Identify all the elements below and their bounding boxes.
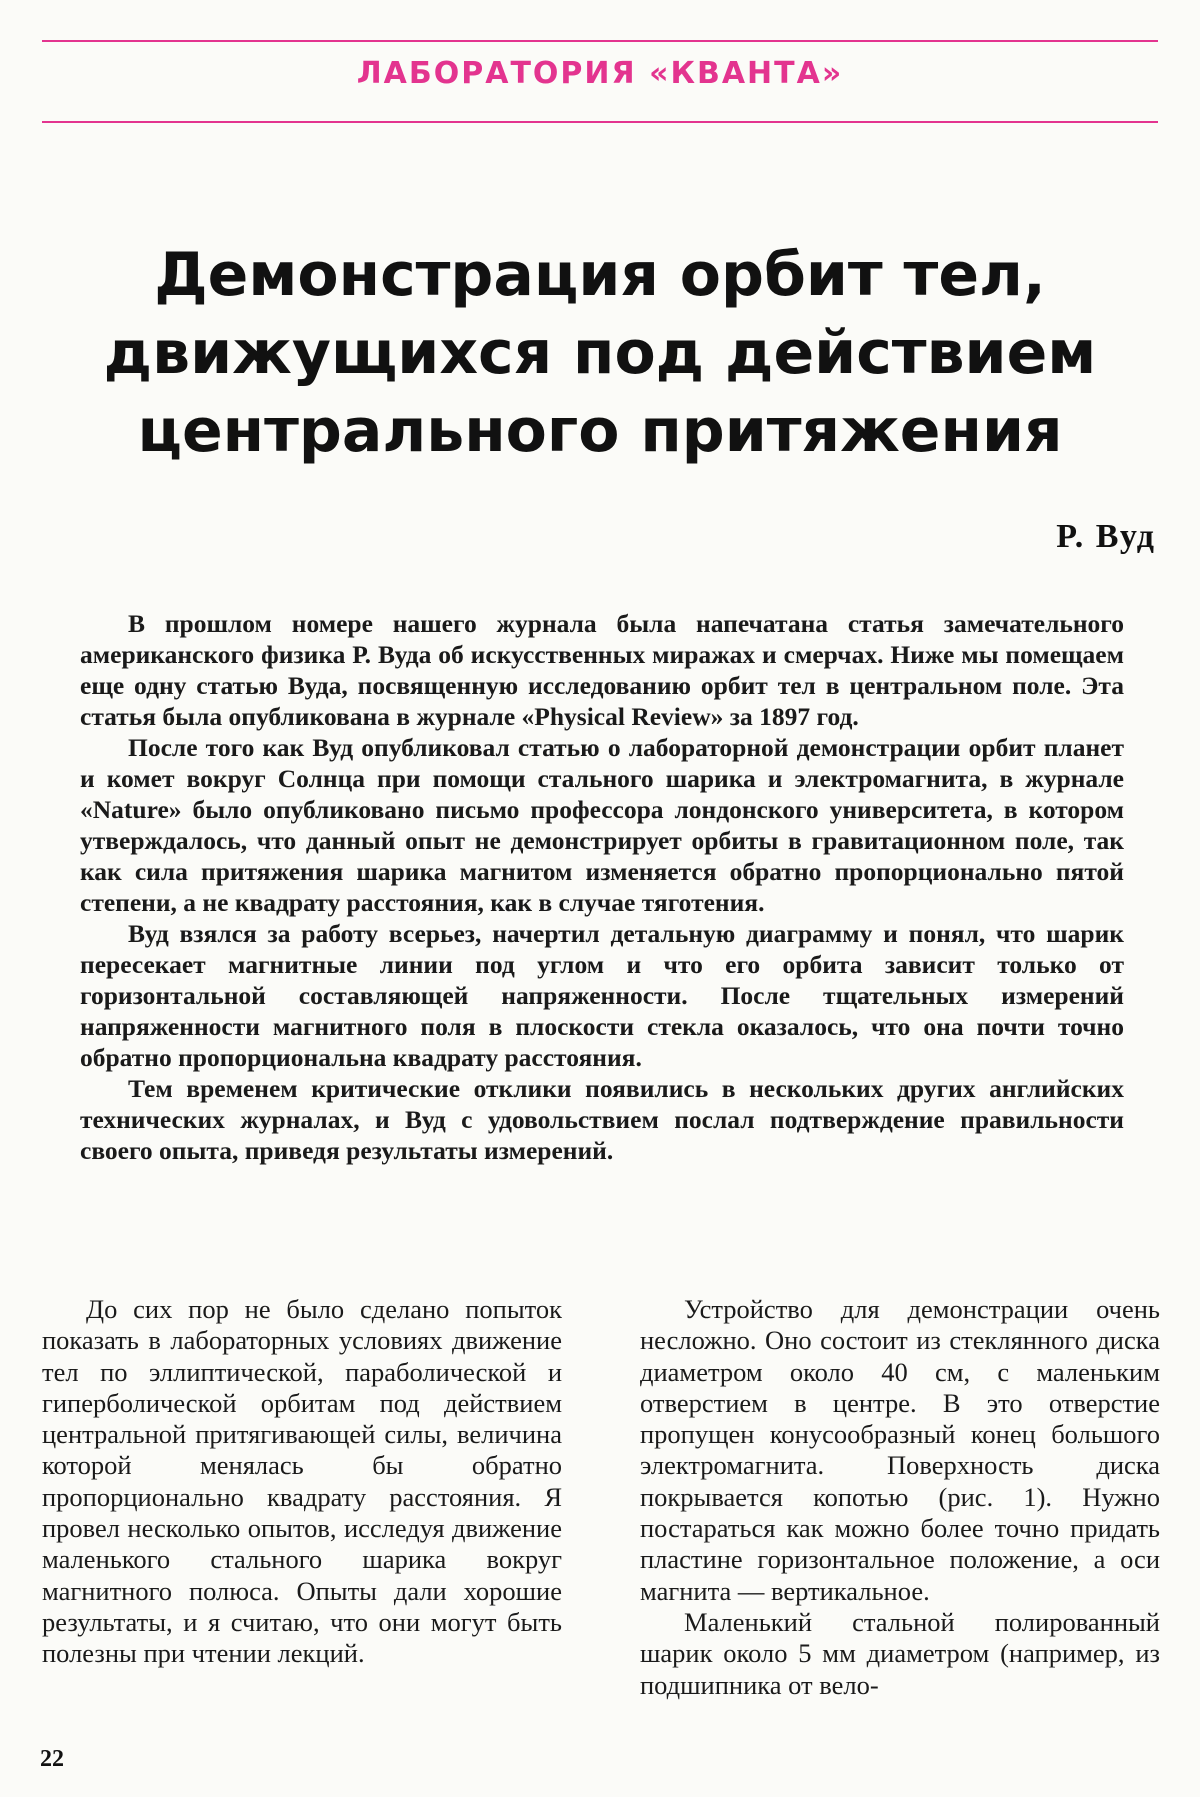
- title-line: движущихся под действием: [103, 318, 1097, 388]
- body-paragraph: Устройство для демонстрации очень несложно. Оно состоит из стеклянного диска диаметром около 40 см, с маленьким отверстием в центре. В это отверстие пропущен конусообразный конец большого электромагнита. Поверхность диска покрывается копотью (рис. 1). Нужно постараться как можно более точно придать пластине горизонтальное положение, а оси магнита — вертикальное.: [640, 1294, 1160, 1606]
- intro-paragraph: Вуд взялся за работу всерьез, начертил детальную диаграмму и понял, что шарик пересекает магнитные линии под углом и что его орбита зависит только от горизонтальной составляющей напряженности. После тщательных измерений напряженности магнитного поля в плоскости стекла оказалось, что она почти точно обратно пропорциональна квадрату расстояния.: [80, 919, 1124, 1072]
- body-column-right: [640, 1294, 1160, 1701]
- intro-paragraph: В прошлом номере нашего журнала была напечатана статья замечательного американского физика Р. Вуда об искусственных миражах и смерчах. Ниже мы помещаем еще одну статью Вуда, посвященную исследованию орбит тел в центральном поле. Эта статья была опубликована в журнале «Physical Review» за 1897 год.: [80, 609, 1124, 731]
- author: Р. Вуд: [1056, 518, 1156, 555]
- intro-paragraph: После того как Вуд опубликовал статью о лабораторной демонстрации орбит планет и комет вокруг Солнца при помощи стального шарика и электромагнита, в журнале «Nature» было опубликовано письмо профессора лондонского университета, в котором утверждалось, что данный опыт не демонстрирует орбиты в гравитационном поле, так как сила притяжения шарика магнитом изменяется обратно пропорционально пятой степени, а не квадрату расстояния, как в случае тяготения.: [80, 733, 1124, 917]
- page-number: 22: [40, 1746, 64, 1772]
- section-heading: ЛАБОРАТОРИЯ «КВАНТА»: [356, 56, 844, 91]
- body-paragraph: Маленький стальной полированный шарик около 5 мм диаметром (например, из подшипника от вело-: [640, 1606, 1160, 1700]
- body-column-left: [42, 1294, 562, 1670]
- editorial-intro: [80, 608, 1124, 1166]
- body-paragraph: До сих пор не было сделано попыток показать в лабораторных условиях движение тел по эллиптической, параболической и гиперболической орбитам под действием центральной притягивающей силы, величина которой менялась бы обратно пропорционально квадрату расстояния. Я провел несколько опытов, исследуя движение маленького стального шарика вокруг магнитного полюса. Опыты дали хорошие результаты, и я считаю, что они могут быть полезны при чтении лекций.: [42, 1294, 562, 1669]
- article-title: [60, 236, 1140, 470]
- title-line: Демонстрация орбит тел,: [154, 240, 1046, 310]
- top-rule: [42, 40, 1158, 42]
- intro-paragraph: Тем временем критические отклики появились в нескольких других английских технических журналах, и Вуд с удовольствием послал подтверждение правильности своего опыта, приведя результаты измерений.: [80, 1074, 1124, 1165]
- title-line: центрального притяжения: [137, 396, 1063, 466]
- bottom-rule: [42, 121, 1158, 123]
